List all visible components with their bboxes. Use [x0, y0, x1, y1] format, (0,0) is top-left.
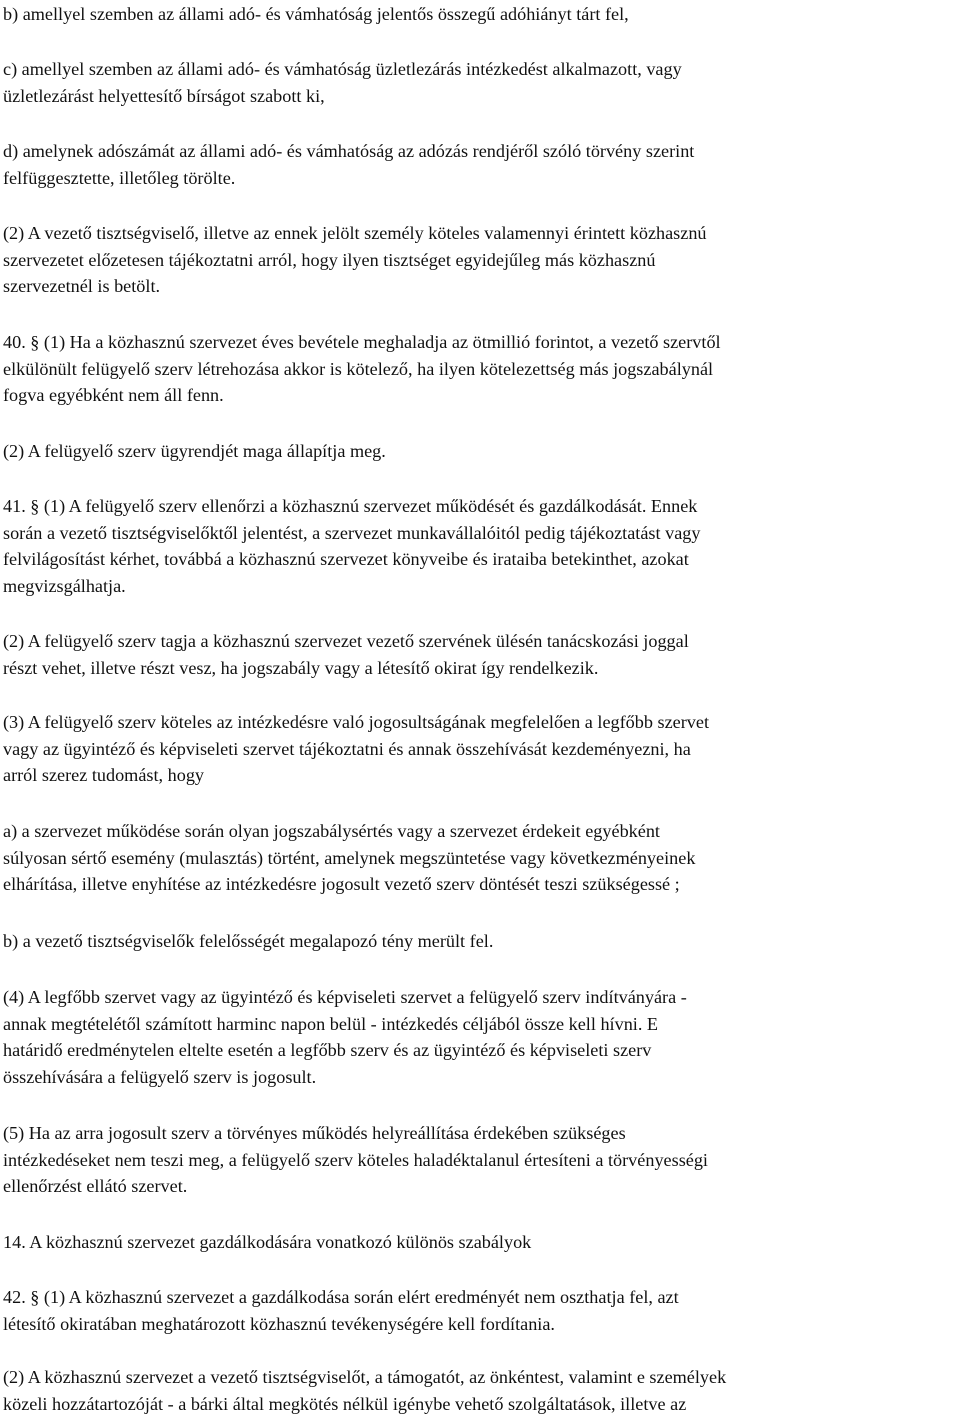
paragraph-b-adohiany: b) amellyel szemben az állami adó- és vámhatóság jelentős összegű adóhiányt tárt fel, — [3, 4, 629, 24]
paragraph-41-3: (3) A felügyelő szerv köteles az intézkedésre való jogosultságának megfelelően a legfőbb szervet vagy az ügyintéző és képviseleti szervet tájékoztatni és annak összehívását kezdeményezni, ha arról szerez tudomást, hogy — [3, 712, 710, 785]
paragraph-41-2: (2) A felügyelő szerv tagja a közhasznú szervezet vezető szervének ülésén tanácskozási joggal részt vehet, illetve részt vesz, ha jogszabály vagy a létesítő okirat így rendelkezik. — [3, 631, 689, 678]
paragraph-41-4: (4) A legfőbb szervet vagy az ügyintéző és képviseleti szervet a felügyelő szerv indítványára - annak megtételétől számított harminc napon belül - intézkedés céljából össze kell hívni. E határidő eredménytelen eltelte esetén a legfőbb szerv és az ügyintéző és képviseleti szerv összehívására a felügyelő szerv is jogosult. — [3, 987, 687, 1087]
section-heading-14: 14. A közhasznú szervezet gazdálkodására vonatkozó különös szabályok — [3, 1232, 532, 1252]
paragraph-40-1: 40. § (1) Ha a közhasznú szervezet éves bevétele meghaladja az ötmillió forintot, a vezető szervtől elkülönült felügyelő szerv létrehozása akkor is kötelező, ha ilyen kötelezettség más jogszabálynál fogva egyébként nem áll fenn. — [3, 332, 721, 405]
paragraph-40-2: (2) A felügyelő szerv ügyrendjét maga állapítja meg. — [3, 441, 386, 461]
paragraph-2-vezeto-tisztsegviselo: (2) A vezető tisztségviselő, illetve az ennek jelölt személy köteles valamennyi érintett közhasznú szervezetet előzetesen tájékoztatni arról, hogy ilyen tisztséget egyidejűleg más közhasznú szervezetnél is betölt. — [3, 223, 707, 296]
paragraph-42-2: (2) A közhasznú szervezet a vezető tisztségviselőt, a támogatót, az önkéntest, valamint e személyek közeli hozzátartozóját - a bárki által megkötés nélkül igénybe vehető szolgáltatások, illetve az — [3, 1367, 727, 1414]
paragraph-41-5: (5) Ha az arra jogosult szerv a törvényes működés helyreállítása érdekében szükséges intézkedéseket nem teszi meg, a felügyelő szerv köteles haladéktalanul értesíteni a törvényességi ellenőrzést ellátó szervet. — [3, 1123, 708, 1196]
paragraph-41-3-a: a) a szervezet működése során olyan jogszabálysértés vagy a szervezet érdekeit egyébként súlyosan sértő esemény (mulasztás) történt, amelynek megszüntetése vagy következményeinek elhárítása, illetve enyhítése az intézkedésre jogosult vezető szerv döntését teszi szükségessé ; — [3, 821, 696, 894]
paragraph-d-adoszam: d) amelynek adószámát az állami adó- és vámhatóság az adózás rendjéről szóló törvény szerint felfüggesztette, illetőleg törölte. — [3, 141, 695, 188]
paragraph-c-uzletlezaras: c) amellyel szemben az állami adó- és vámhatóság üzletlezárás intézkedést alkalmazott, vagy üzletlezárást helyettesítő bírságot szabott ki, — [3, 59, 682, 106]
paragraph-41-1: 41. § (1) A felügyelő szerv ellenőrzi a közhasznú szervezet működését és gazdálkodását. Ennek során a vezető tisztségviselőktől jelentést, a szervezet munkavállalóitól pedig tájékoztatást vagy felvilágosítást kérhet, továbbá a közhasznú szervezet könyveibe és irataiba betekinthet, azokat megvizsgálhatja. — [3, 496, 701, 596]
paragraph-41-3-b: b) a vezető tisztségviselők felelősségét megalapozó tény merült fel. — [3, 931, 494, 951]
paragraph-42-1: 42. § (1) A közhasznú szervezet a gazdálkodása során elért eredményét nem oszthatja fel, azt létesítő okiratában meghatározott közhasznú tevékenységére kell fordítania. — [3, 1287, 679, 1334]
